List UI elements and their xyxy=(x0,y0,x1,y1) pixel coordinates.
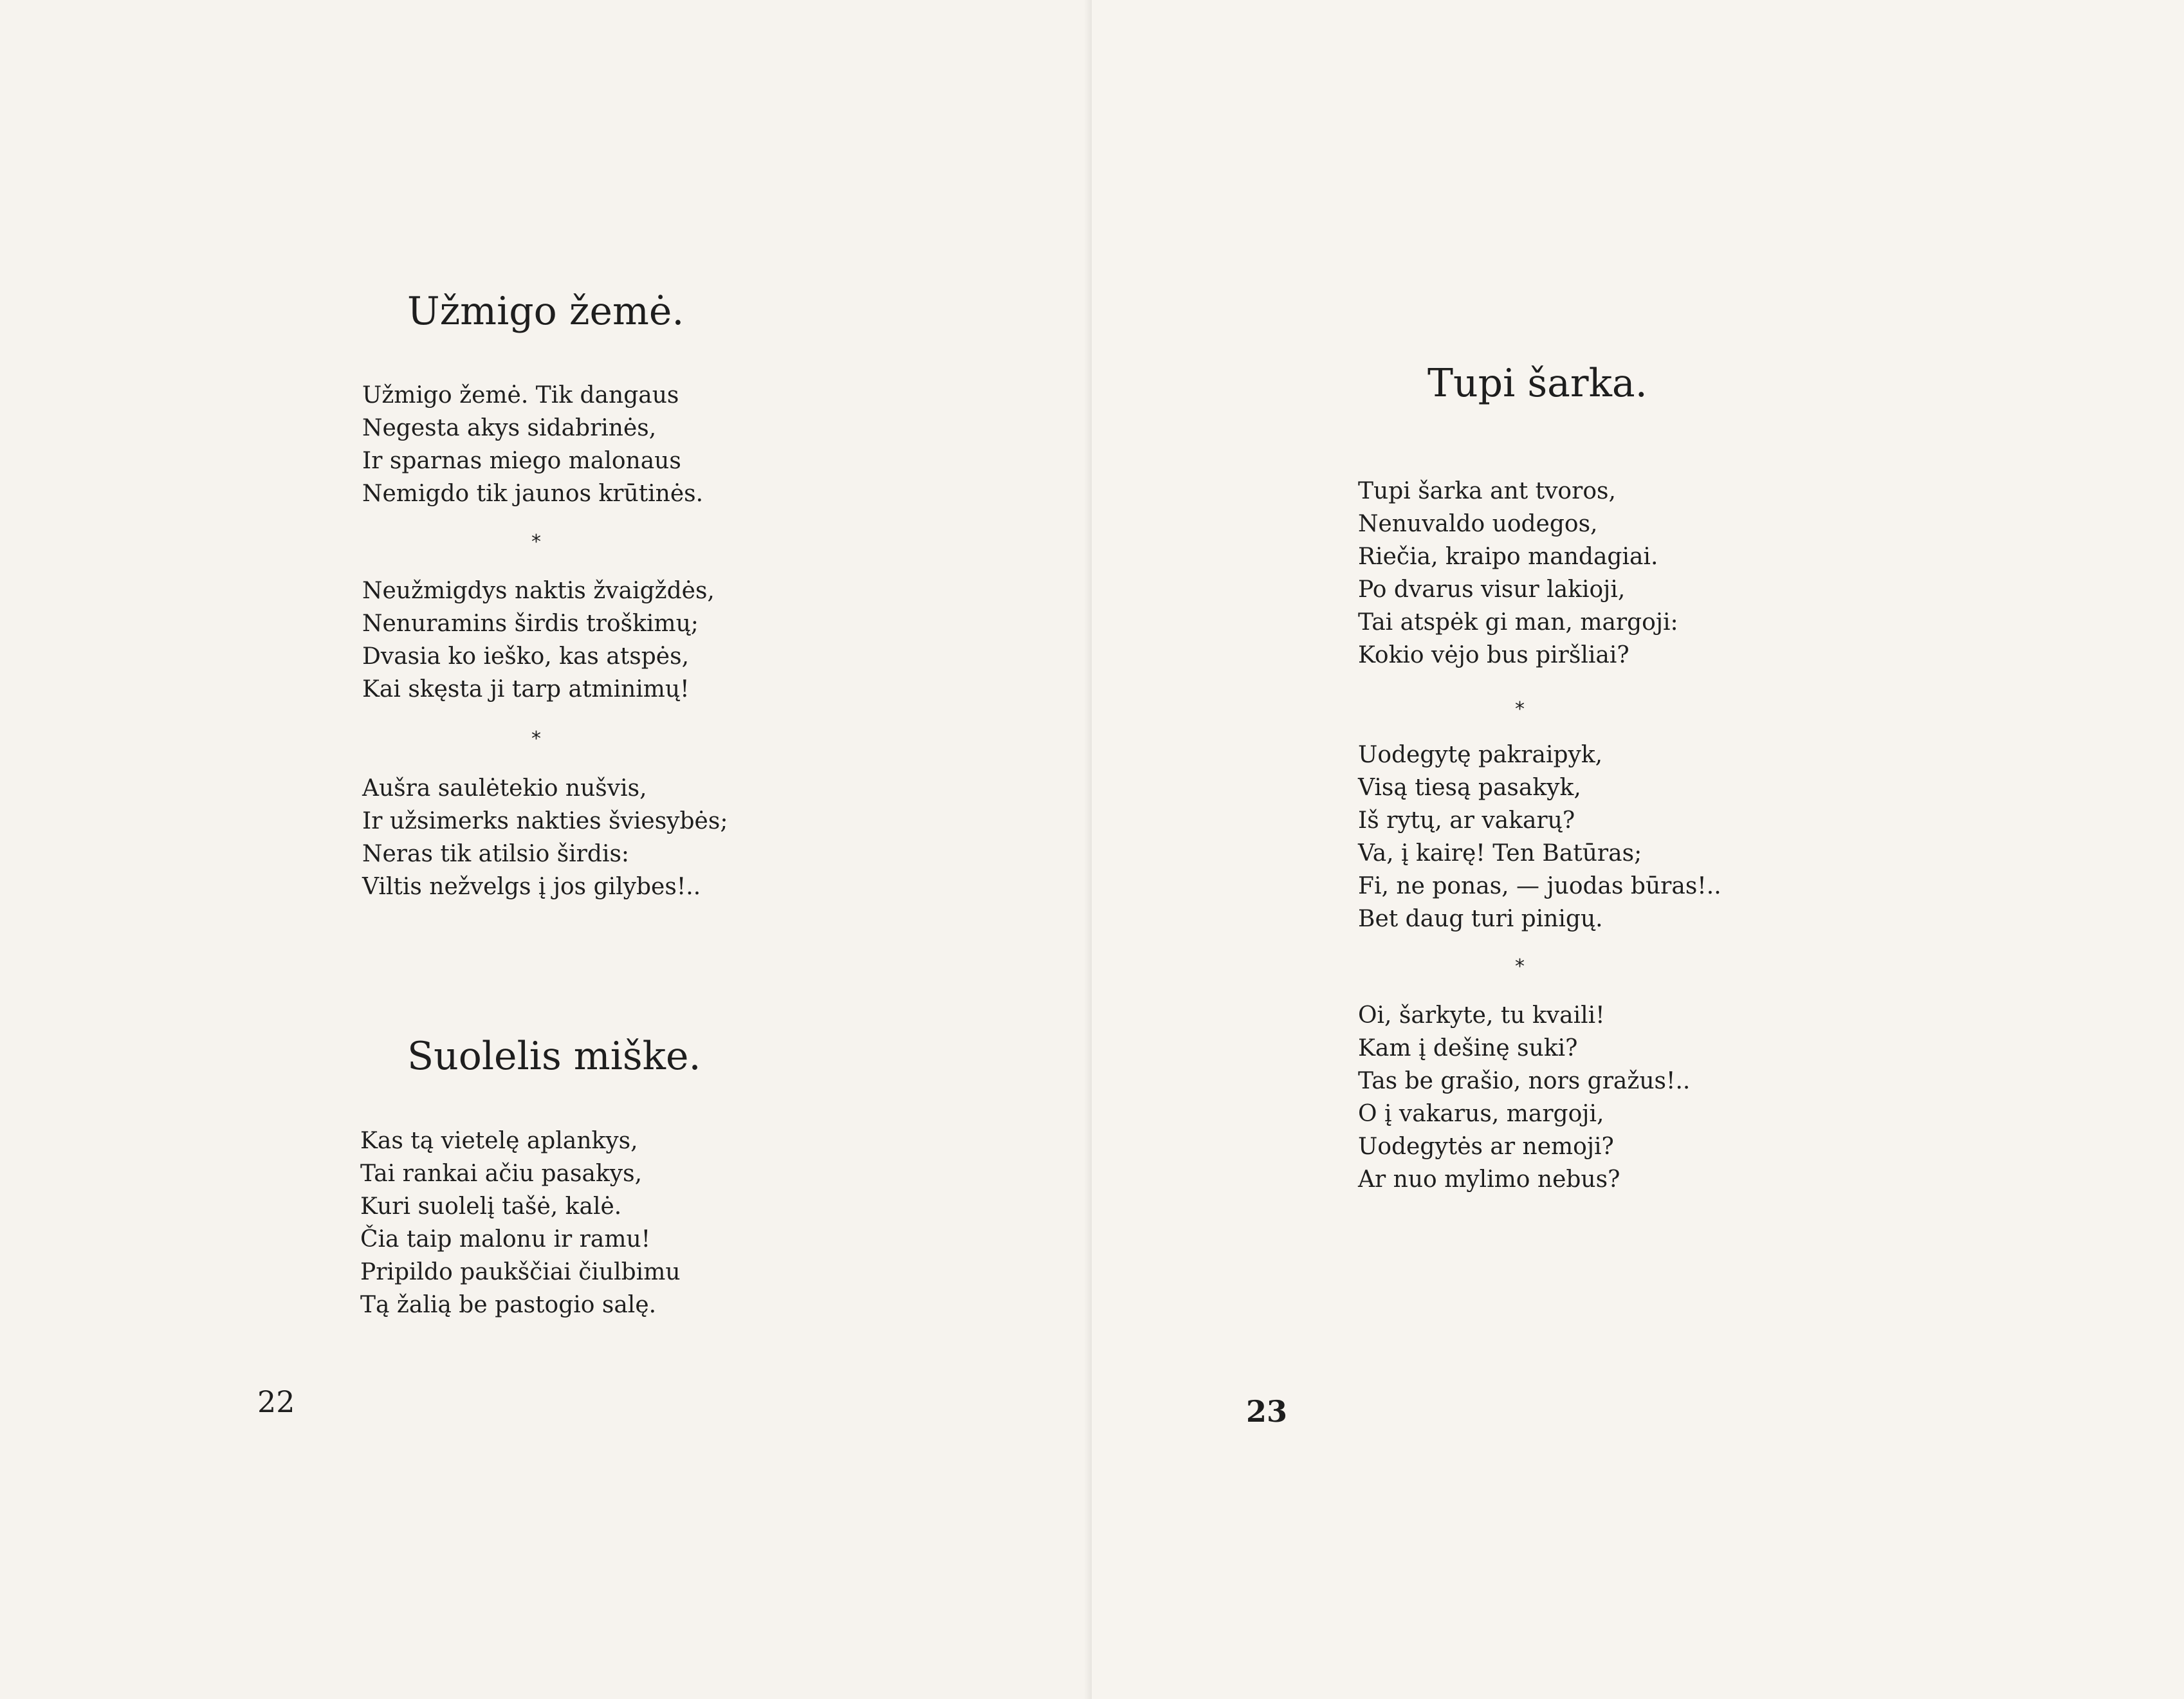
poem-line: Fi, ne ponas, — juodas būras!.. xyxy=(1358,873,1721,899)
poem-line: Dvasia ko ieško, kas atspės, xyxy=(362,643,690,670)
poem-line: Oi, šarkyte, tu kvaili! xyxy=(1358,1002,1605,1029)
poem-line: Čia taip malonu ir ramu! xyxy=(360,1226,651,1253)
poem-title-uzmigo-zeme: Užmigo žemė. xyxy=(407,289,684,334)
poem-line: Tas be grašio, nors gražus!.. xyxy=(1358,1068,1691,1094)
stanza xyxy=(1358,999,1690,1196)
poem-line: Neras tik atilsio širdis: xyxy=(362,841,630,867)
stanza xyxy=(1358,739,1721,935)
stanza-separator: * xyxy=(531,531,541,553)
page-number: 22 xyxy=(257,1384,295,1419)
poem-line: Kokio vėjo bus piršliai? xyxy=(1358,642,1629,668)
page-number: 23 xyxy=(1246,1394,1288,1429)
stanza xyxy=(362,574,715,706)
poem-line: Viltis nežvelgs į jos gilybes!.. xyxy=(362,874,701,900)
poem-line: Kam į dešinę suki? xyxy=(1358,1035,1578,1061)
poem-line: Uodegytę pakraipyk, xyxy=(1358,742,1603,768)
poem-line: Riečia, kraipo mandagiai. xyxy=(1358,544,1658,570)
poem-line: Nenuvaldo uodegos, xyxy=(1358,511,1598,537)
poem-line: Po dvarus visur lakioji, xyxy=(1358,576,1626,603)
poem-title-suolelis-miske: Suolelis miške. xyxy=(407,1034,701,1079)
stanza xyxy=(1358,475,1678,672)
stanza-separator: * xyxy=(1515,955,1525,978)
poem-line: Visą tiesą pasakyk, xyxy=(1358,775,1581,801)
poem-line: Neužmigdys naktis žvaigždės, xyxy=(362,578,715,604)
stanza-separator: * xyxy=(531,728,541,750)
stanza-separator: * xyxy=(1515,698,1525,721)
poem-line: Užmigo žemė. Tik dangaus xyxy=(362,382,679,409)
poem-line: Aušra saulėtekio nušvis, xyxy=(362,775,647,802)
poem-line: Nemigdo tik jaunos krūtinės. xyxy=(362,481,704,507)
poem-line: Kas tą vietelę aplankys, xyxy=(360,1128,638,1154)
poem-line: Pripildo paukščiai čiulbimu xyxy=(360,1259,681,1285)
right-page xyxy=(1092,0,2184,1699)
poem-line: Kuri suolelį tašė, kalė. xyxy=(360,1193,622,1220)
stanza xyxy=(362,379,703,510)
stanza xyxy=(362,772,728,903)
stanza xyxy=(360,1125,681,1321)
poem-line: Tą žalią be pastogio salę. xyxy=(360,1292,657,1318)
poem-line: Iš rytų, ar vakarų? xyxy=(1358,807,1575,834)
poem-line: Tupi šarka ant tvoros, xyxy=(1358,478,1616,504)
poem-line: Nenuramins širdis troškimų; xyxy=(362,611,699,637)
poem-line: Ar nuo mylimo nebus? xyxy=(1358,1166,1620,1193)
poem-title-tupi-sarka: Tupi šarka. xyxy=(1427,361,1647,406)
poem-line: Ir užsimerks nakties šviesybės; xyxy=(362,808,728,834)
poem-line: Uodegytės ar nemoji? xyxy=(1358,1134,1614,1160)
poem-line: Kai skęsta ji tarp atminimų! xyxy=(362,676,690,703)
poem-line: Bet daug turi pinigų. xyxy=(1358,906,1603,932)
poem-line: Ir sparnas miego malonaus xyxy=(362,448,681,474)
poem-line: Tai rankai ačiu pasakys, xyxy=(360,1161,643,1187)
poem-line: O į vakarus, margoji, xyxy=(1358,1101,1604,1127)
poem-line: Tai atspėk gi man, margoji: xyxy=(1358,609,1678,636)
poem-line: Negesta akys sidabrinės, xyxy=(362,415,657,441)
poem-line: Va, į kairę! Ten Batūras; xyxy=(1358,840,1642,867)
